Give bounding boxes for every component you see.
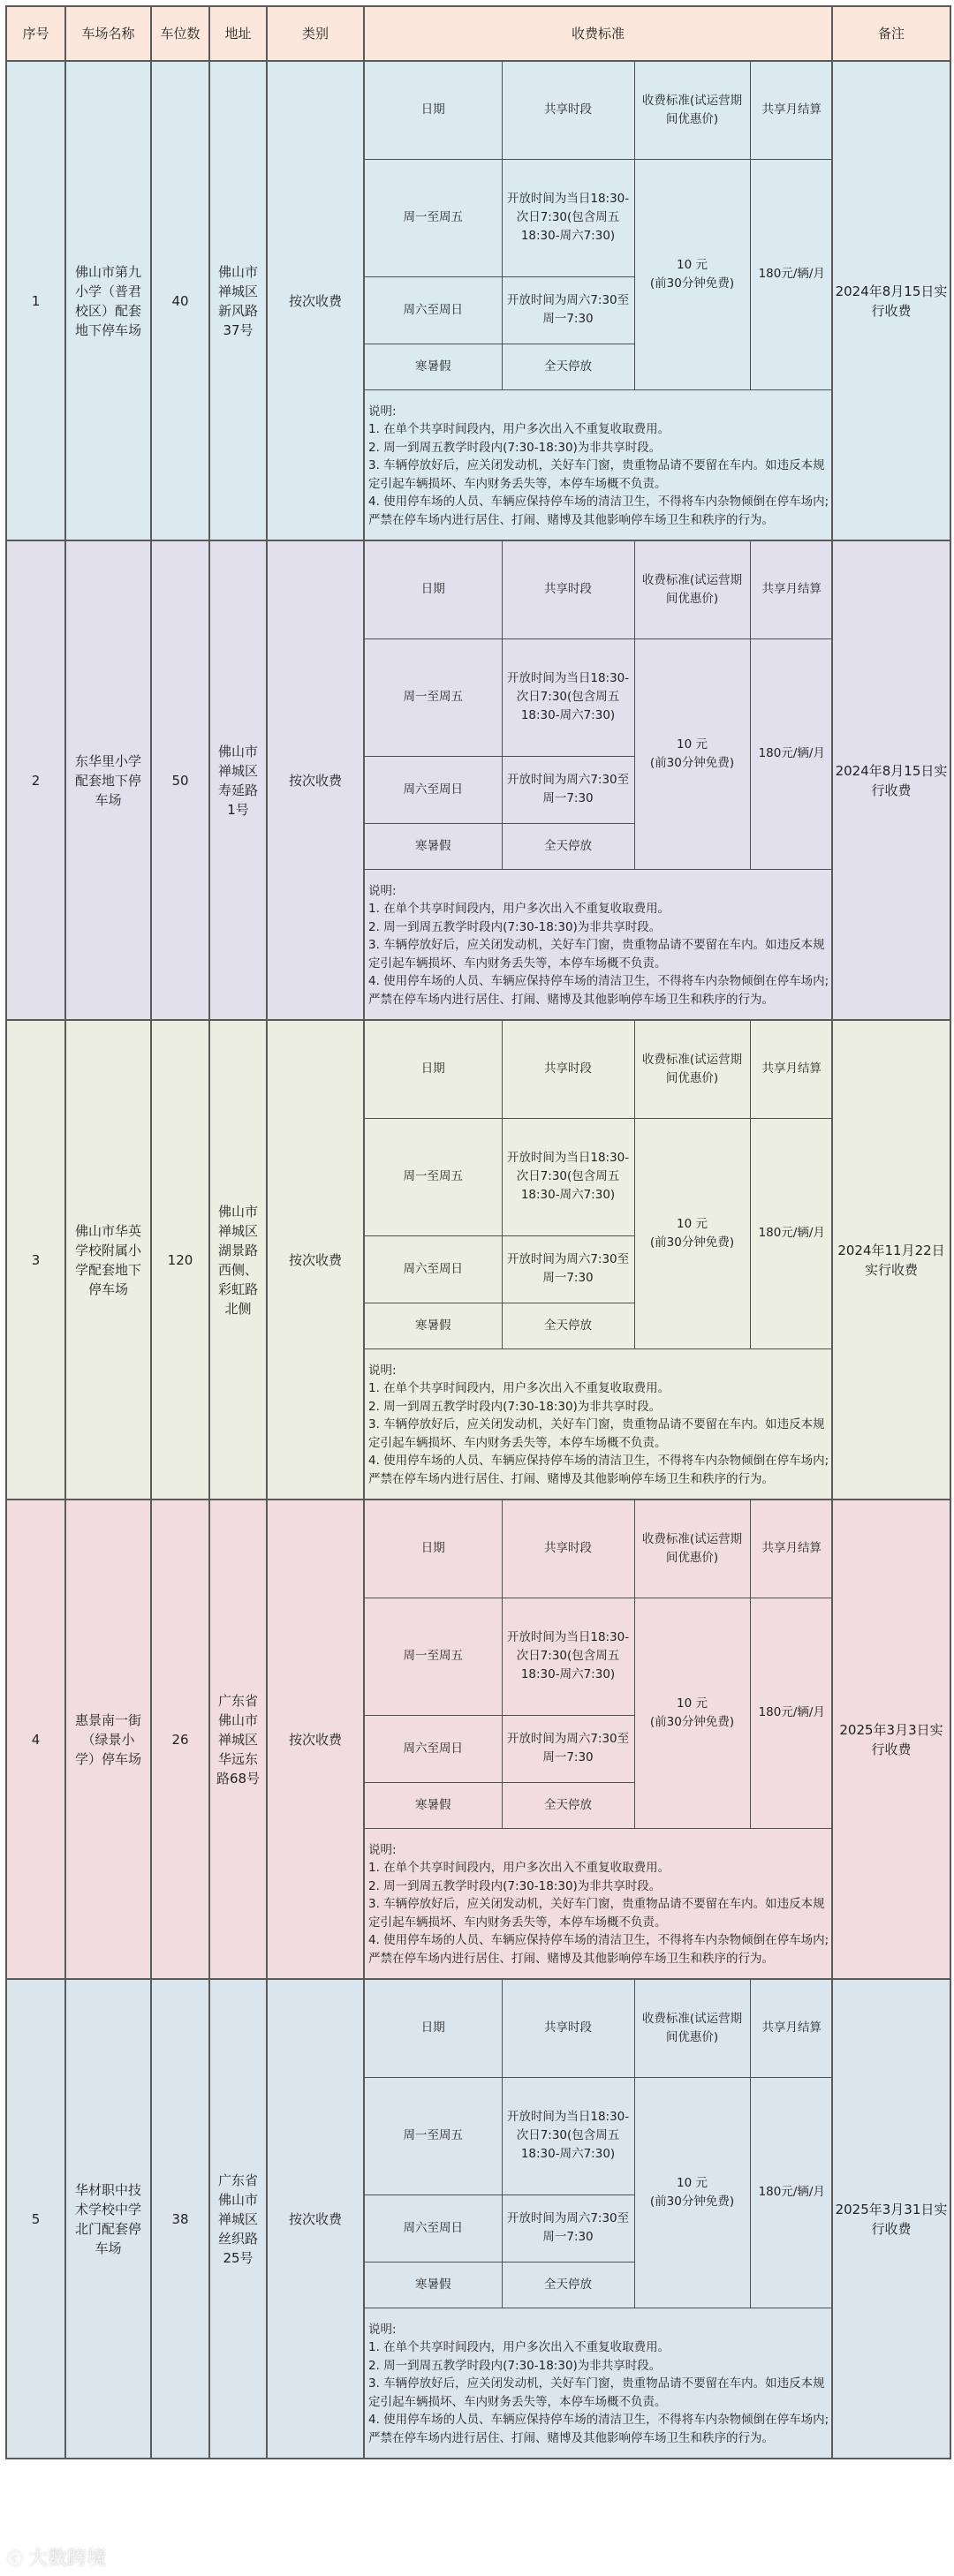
- watermark: [7, 2543, 106, 2571]
- lot-name: [65, 1020, 151, 1500]
- notes-cell: [365, 1348, 833, 1499]
- holiday-time: 全天停放: [502, 344, 634, 389]
- parking-fee-table: [5, 5, 951, 2459]
- note-item-1: 1. 在单个共享时间段内，用户多次出入不重复收取费用。: [368, 1861, 670, 1875]
- note-item-1: 1. 在单个共享时间段内，用户多次出入不重复收取费用。: [368, 2340, 670, 2354]
- fee-row-weekday: [365, 2077, 833, 2195]
- monthly-value: 180元/辆/月: [750, 159, 833, 389]
- lot-name-text: 佛山市第九小学（普君校区）配套地下停车场: [75, 263, 142, 338]
- weekday-time: 开放时间为当日18:30-次日7:30(包含周五18:30-周六7:30): [502, 1118, 634, 1235]
- watermark-logo-icon: ⓒ: [7, 2550, 23, 2569]
- monthly-value: 180元/辆/月: [750, 638, 833, 869]
- note-item-4: 4. 使用停车场的人员、车辆应保持停车场的清洁卫生，不得将车内杂物倾倒在停车场内;严禁在停车场内进行居住、打闹、赌博及其他影响停车场卫生和秩序的行为。: [368, 495, 829, 527]
- lot-capacity-text: 26: [171, 1731, 189, 1748]
- lot-remark-text: 2024年8月15日实行收费: [835, 283, 948, 319]
- fee-standard-cell: [364, 540, 832, 1020]
- price-note: (前30分钟免费): [649, 276, 735, 291]
- lot-capacity-text: 40: [171, 292, 189, 309]
- lot-no: [6, 1979, 65, 2459]
- lot-no: [6, 61, 65, 540]
- lot-no: [6, 540, 65, 1020]
- holiday-label: 寒暑假: [365, 1303, 502, 1348]
- note-item-4: 4. 使用停车场的人员、车辆应保持停车场的清洁卫生，不得将车内杂物倾倒在停车场内;严禁在停车场内进行居住、打闹、赌博及其他影响停车场卫生和秩序的行为。: [368, 1933, 829, 1966]
- lot-name: [65, 1500, 151, 1979]
- weekday-time: 开放时间为当日18:30-次日7:30(包含周五18:30-周六7:30): [502, 1598, 634, 1715]
- lot-no-text: 5: [31, 2210, 41, 2227]
- fee-header-monthly: 共享月结算: [750, 1021, 833, 1118]
- header-name: 车场名称: [65, 6, 151, 61]
- price-note: (前30分钟免费): [649, 755, 735, 770]
- lot-remark: [832, 1020, 950, 1500]
- lot-type-text: 按次收费: [288, 772, 342, 789]
- fee-header-row: [365, 1500, 833, 1598]
- note-item-2: 2. 周一到周五教学时段内(7:30-18:30)为非共享时段。: [368, 1399, 662, 1414]
- lot-type: [267, 1020, 364, 1500]
- note-item-1: 1. 在单个共享时间段内，用户多次出入不重复收取费用。: [368, 422, 670, 436]
- price-main: 10 元: [677, 2175, 708, 2190]
- price-main: 10 元: [677, 1696, 708, 1711]
- fee-header-date: 日期: [365, 1980, 502, 2077]
- fee-header-price: 收费标准(试运营期间优惠价): [634, 62, 750, 159]
- fee-standard-cell: [364, 1500, 832, 1979]
- lot-capacity: [151, 1979, 209, 2459]
- holiday-label: 寒暑假: [365, 823, 502, 869]
- lot-remark-text: 2025年3月3日实行收费: [839, 1721, 943, 1757]
- weekday-time: 开放时间为当日18:30-次日7:30(包含周五18:30-周六7:30): [502, 638, 634, 756]
- lot-capacity: [151, 1500, 209, 1979]
- notes-cell: [365, 389, 833, 540]
- note-item-4: 4. 使用停车场的人员、车辆应保持停车场的清洁卫生，不得将车内杂物倾倒在停车场内;严禁在停车场内进行居住、打闹、赌博及其他影响停车场卫生和秩序的行为。: [368, 1454, 829, 1486]
- price-value: [634, 2077, 750, 2308]
- holiday-label: 寒暑假: [365, 344, 502, 389]
- holiday-label: 寒暑假: [365, 1782, 502, 1828]
- fee-row-weekday: [365, 638, 833, 756]
- header-remark: 备注: [832, 6, 950, 61]
- fee-header-monthly: 共享月结算: [750, 1500, 833, 1598]
- weekend-label: 周六至周日: [365, 756, 502, 823]
- fee-row-weekday: [365, 1598, 833, 1715]
- fee-subtable: [365, 1021, 833, 1499]
- holiday-time: 全天停放: [502, 1782, 634, 1828]
- price-value: [634, 1598, 750, 1828]
- fee-standard-cell: [364, 1979, 832, 2459]
- table-row-lot-4: [6, 1500, 950, 1979]
- note-item-2: 2. 周一到周五教学时段内(7:30-18:30)为非共享时段。: [368, 1878, 662, 1893]
- notes-cell: [365, 1828, 833, 1978]
- weekend-time: 开放时间为周六7:30至周一7:30: [502, 1715, 634, 1782]
- fee-row-weekday: [365, 159, 833, 276]
- notes-row: [365, 1828, 833, 1978]
- note-item-1: 1. 在单个共享时间段内，用户多次出入不重复收取费用。: [368, 902, 670, 916]
- table-row-lot-2: [6, 540, 950, 1020]
- lot-type: [267, 1500, 364, 1979]
- notes-title: 说明:: [368, 1842, 397, 1857]
- monthly-value: 180元/辆/月: [750, 2077, 833, 2308]
- lot-type-text: 按次收费: [288, 292, 342, 309]
- lot-type: [267, 1979, 364, 2459]
- monthly-value: 180元/辆/月: [750, 1118, 833, 1348]
- fee-header-share-period: 共享时段: [502, 1500, 634, 1598]
- note-item-3: 3. 车辆停放好后，应关闭发动机，关好车门窗，贵重物品请不要留在车内。如违反本规定引起车辆损坏、车内财务丢失等，本停车场概不负责。: [368, 458, 825, 491]
- note-item-3: 3. 车辆停放好后，应关闭发动机，关好车门窗，贵重物品请不要留在车内。如违反本规定引起车辆损坏、车内财务丢失等，本停车场概不负责。: [368, 2376, 825, 2409]
- lot-name: [65, 1979, 151, 2459]
- lot-remark-text: 2024年8月15日实行收费: [835, 762, 948, 798]
- weekday-label: 周一至周五: [365, 2077, 502, 2195]
- table-row-lot-3: [6, 1020, 950, 1500]
- lot-remark: [832, 1500, 950, 1979]
- lot-address-text: 广东省佛山市禅城区丝织路25号: [217, 2172, 258, 2266]
- fee-subtable: [365, 1500, 833, 1978]
- header-fee-standard: 收费标准: [364, 6, 832, 61]
- lot-capacity: [151, 540, 209, 1020]
- lot-remark-text: 2024年11月22日实行收费: [837, 1242, 945, 1278]
- lot-name-text: 华材职中技术学校中学北门配套停车场: [75, 2181, 142, 2256]
- fee-header-monthly: 共享月结算: [750, 541, 833, 638]
- lot-name: [65, 61, 151, 540]
- notes-row: [365, 389, 833, 540]
- lot-remark-text: 2025年3月31日实行收费: [835, 2201, 948, 2237]
- fee-header-price: 收费标准(试运营期间优惠价): [634, 1021, 750, 1118]
- price-value: [634, 638, 750, 869]
- lot-address: [209, 540, 267, 1020]
- weekday-label: 周一至周五: [365, 159, 502, 276]
- weekday-label: 周一至周五: [365, 1598, 502, 1715]
- lot-remark: [832, 1979, 950, 2459]
- fee-subtable: [365, 62, 833, 540]
- fee-header-row: [365, 62, 833, 159]
- lot-remark: [832, 540, 950, 1020]
- weekend-label: 周六至周日: [365, 2195, 502, 2262]
- fee-header-monthly: 共享月结算: [750, 1980, 833, 2077]
- notes-cell: [365, 2308, 833, 2458]
- note-item-3: 3. 车辆停放好后，应关闭发动机，关好车门窗，贵重物品请不要留在车内。如违反本规定引起车辆损坏、车内财务丢失等，本停车场概不负责。: [368, 1897, 825, 1930]
- lot-no-text: 2: [31, 772, 41, 789]
- header-address: 地址: [209, 6, 267, 61]
- weekday-time: 开放时间为当日18:30-次日7:30(包含周五18:30-周六7:30): [502, 159, 634, 276]
- weekend-label: 周六至周日: [365, 1715, 502, 1782]
- price-value: [634, 159, 750, 389]
- fee-subtable: [365, 541, 833, 1019]
- fee-header-share-period: 共享时段: [502, 1980, 634, 2077]
- lot-capacity-text: 120: [167, 1251, 193, 1268]
- price-note: (前30分钟免费): [649, 1235, 735, 1250]
- note-item-2: 2. 周一到周五教学时段内(7:30-18:30)为非共享时段。: [368, 919, 662, 934]
- lot-address: [209, 61, 267, 540]
- price-main: 10 元: [677, 737, 708, 752]
- lot-address-text: 佛山市禅城区湖景路西侧、彩虹路北侧: [217, 1203, 258, 1317]
- fee-header-share-period: 共享时段: [502, 1021, 634, 1118]
- fee-standard-cell: [364, 1020, 832, 1500]
- fee-header-price: 收费标准(试运营期间优惠价): [634, 541, 750, 638]
- table-row-lot-5: [6, 1979, 950, 2459]
- lot-capacity-text: 38: [171, 2210, 189, 2227]
- lot-type-text: 按次收费: [288, 2210, 342, 2227]
- header-type: 类别: [267, 6, 364, 61]
- lot-type: [267, 61, 364, 540]
- price-main: 10 元: [677, 257, 708, 272]
- lot-address-text: 佛山市禅城区新风路37号: [217, 263, 258, 338]
- lot-type-text: 按次收费: [288, 1251, 342, 1268]
- lot-remark: [832, 61, 950, 540]
- note-item-3: 3. 车辆停放好后，应关闭发动机，关好车门窗，贵重物品请不要留在车内。如违反本规定引起车辆损坏、车内财务丢失等，本停车场概不负责。: [368, 938, 825, 971]
- fee-header-share-period: 共享时段: [502, 62, 634, 159]
- notes-cell: [365, 869, 833, 1019]
- fee-header-share-period: 共享时段: [502, 541, 634, 638]
- note-item-1: 1. 在单个共享时间段内，用户多次出入不重复收取费用。: [368, 1381, 670, 1395]
- price-value: [634, 1118, 750, 1348]
- note-item-2: 2. 周一到周五教学时段内(7:30-18:30)为非共享时段。: [368, 440, 662, 455]
- table-header-row: [6, 6, 950, 61]
- lot-name-text: 惠景南一街（绿景小学）停车场: [75, 1711, 142, 1767]
- notes-title: 说明:: [368, 883, 397, 898]
- lot-address: [209, 1020, 267, 1500]
- notes-row: [365, 2308, 833, 2458]
- notes-row: [365, 1348, 833, 1499]
- notes-title: 说明:: [368, 1363, 397, 1378]
- monthly-value: 180元/辆/月: [750, 1598, 833, 1828]
- fee-header-date: 日期: [365, 1500, 502, 1598]
- note-item-4: 4. 使用停车场的人员、车辆应保持停车场的清洁卫生，不得将车内杂物倾倒在停车场内;严禁在停车场内进行居住、打闹、赌博及其他影响停车场卫生和秩序的行为。: [368, 2413, 829, 2445]
- note-item-4: 4. 使用停车场的人员、车辆应保持停车场的清洁卫生，不得将车内杂物倾倒在停车场内;严禁在停车场内进行居住、打闹、赌博及其他影响停车场卫生和秩序的行为。: [368, 974, 829, 1007]
- lot-address-text: 广东省佛山市禅城区华远东路68号: [216, 1692, 261, 1787]
- lot-address: [209, 1979, 267, 2459]
- price-main: 10 元: [677, 1216, 708, 1231]
- lot-no: [6, 1020, 65, 1500]
- fee-subtable: [365, 1980, 833, 2458]
- holiday-time: 全天停放: [502, 2262, 634, 2308]
- holiday-label: 寒暑假: [365, 2262, 502, 2308]
- lot-type: [267, 540, 364, 1020]
- lot-no-text: 4: [31, 1731, 41, 1748]
- lot-no-text: 1: [31, 292, 41, 309]
- weekday-time: 开放时间为当日18:30-次日7:30(包含周五18:30-周六7:30): [502, 2077, 634, 2195]
- lot-name: [65, 540, 151, 1020]
- weekend-time: 开放时间为周六7:30至周一7:30: [502, 276, 634, 344]
- note-item-3: 3. 车辆停放好后，应关闭发动机，关好车门窗，贵重物品请不要留在车内。如违反本规定引起车辆损坏、车内财务丢失等，本停车场概不负责。: [368, 1417, 825, 1450]
- weekend-time: 开放时间为周六7:30至周一7:30: [502, 2195, 634, 2262]
- lot-name-text: 东华里小学配套地下停车场: [75, 752, 142, 808]
- fee-row-weekday: [365, 1118, 833, 1235]
- lot-type-text: 按次收费: [288, 1731, 342, 1748]
- notes-title: 说明:: [368, 2322, 397, 2337]
- lot-capacity-text: 50: [171, 772, 189, 789]
- lot-name-text: 佛山市华英学校附属小学配套地下停车场: [75, 1222, 142, 1297]
- price-note: (前30分钟免费): [649, 1714, 735, 1729]
- notes-row: [365, 869, 833, 1019]
- header-no: 序号: [6, 6, 65, 61]
- table-row-lot-1: [6, 61, 950, 540]
- weekend-label: 周六至周日: [365, 1235, 502, 1303]
- lot-capacity: [151, 1020, 209, 1500]
- fee-header-date: 日期: [365, 1021, 502, 1118]
- fee-header-row: [365, 541, 833, 638]
- fee-header-price: 收费标准(试运营期间优惠价): [634, 1500, 750, 1598]
- lot-no-text: 3: [31, 1251, 41, 1268]
- weekday-label: 周一至周五: [365, 1118, 502, 1235]
- weekend-time: 开放时间为周六7:30至周一7:30: [502, 756, 634, 823]
- price-note: (前30分钟免费): [649, 2194, 735, 2209]
- lot-address: [209, 1500, 267, 1979]
- fee-standard-cell: [364, 61, 832, 540]
- fee-header-monthly: 共享月结算: [750, 62, 833, 159]
- weekday-label: 周一至周五: [365, 638, 502, 756]
- lot-capacity: [151, 61, 209, 540]
- lot-address-text: 佛山市禅城区寿延路1号: [217, 743, 258, 818]
- fee-header-date: 日期: [365, 541, 502, 638]
- note-item-2: 2. 周一到周五教学时段内(7:30-18:30)为非共享时段。: [368, 2358, 662, 2373]
- watermark-text: 大数跨境: [28, 2548, 107, 2570]
- fee-header-row: [365, 1021, 833, 1118]
- fee-header-price: 收费标准(试运营期间优惠价): [634, 1980, 750, 2077]
- fee-header-row: [365, 1980, 833, 2077]
- holiday-time: 全天停放: [502, 823, 634, 869]
- holiday-time: 全天停放: [502, 1303, 634, 1348]
- header-capacity: 车位数: [151, 6, 209, 61]
- weekend-label: 周六至周日: [365, 276, 502, 344]
- notes-title: 说明:: [368, 404, 397, 419]
- weekend-time: 开放时间为周六7:30至周一7:30: [502, 1235, 634, 1303]
- lot-no: [6, 1500, 65, 1979]
- fee-header-date: 日期: [365, 62, 502, 159]
